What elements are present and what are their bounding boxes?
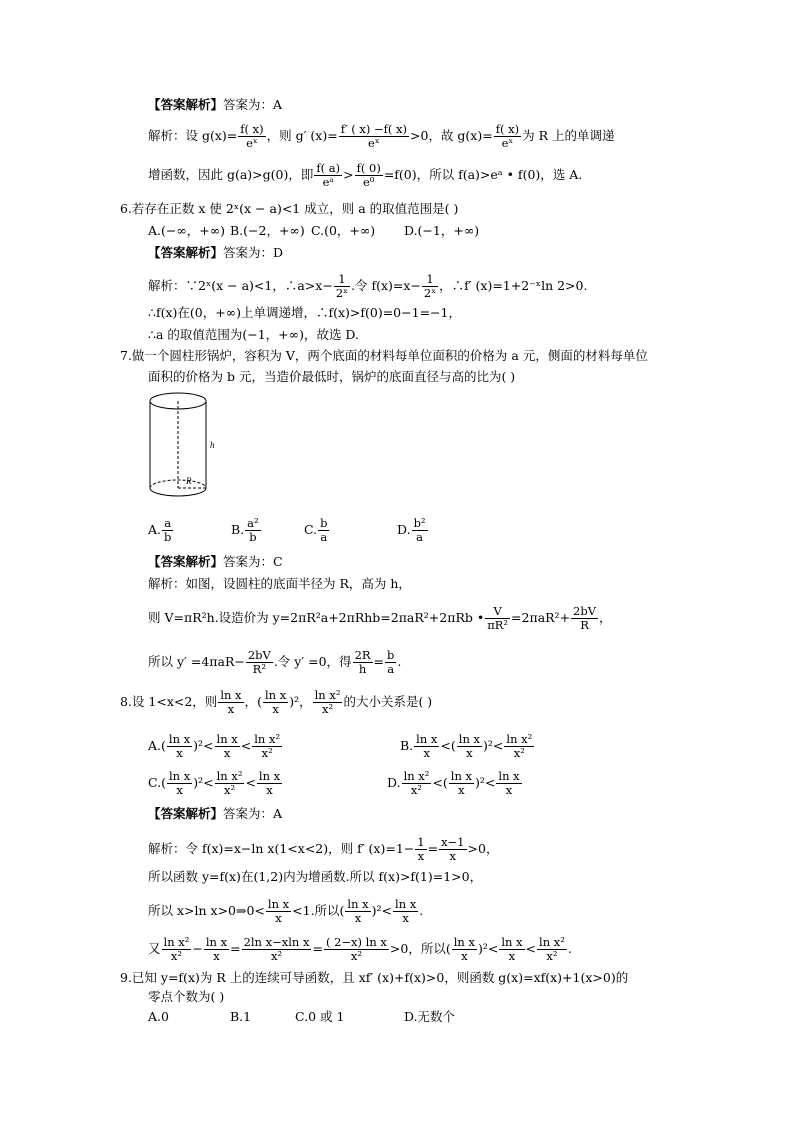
answer-text: 答案为：A: [223, 806, 283, 821]
text: (: [257, 694, 262, 709]
text: 所以 y′ =4πaR−: [148, 654, 245, 669]
answer-text: 答案为：A: [223, 97, 283, 112]
text: =: [373, 654, 385, 669]
fraction: [334, 273, 350, 300]
fraction: [571, 605, 598, 632]
text: )²<: [477, 941, 499, 956]
label-R: R: [186, 476, 192, 486]
denominator: b: [164, 530, 172, 544]
fraction: [218, 689, 243, 716]
q8-analysis-line-2: 所以函数 y=f(x)在(1,2)内为增函数.所以 f(x)>f(1)=1>0，: [148, 869, 483, 884]
q7-analysis-line-3: [148, 649, 401, 676]
denominator: x²: [410, 783, 423, 797]
q7-option-b: [231, 517, 262, 544]
denominator: x²: [261, 746, 273, 760]
text: <: [432, 775, 443, 790]
text: .令 y′ =0，得: [273, 654, 352, 669]
text: ，: [299, 694, 312, 709]
q9-stem-line-1: 9.已知 y=f(x)为 R 上的连续可导函数，且 xf′ (x)+f(x)>0，则函数 g(x)=xf(x)+1(x>0)的: [120, 970, 629, 985]
denominator: x: [423, 746, 431, 760]
numerator: f( x): [240, 122, 264, 136]
q9-stem-line-2: 零点个数为( ): [148, 989, 225, 1004]
text: 解析：令 f(x)=x−ln x(1<x<2)，则 f′ (x)=1−: [148, 841, 415, 856]
fraction: [415, 836, 426, 863]
answer-tag: 【答案解析】: [148, 554, 224, 569]
q8-analysis-line-4: [148, 936, 572, 963]
q5-analysis-line-1: [148, 123, 614, 150]
denominator: x²: [513, 746, 525, 760]
numerator: 2bV: [247, 648, 271, 662]
text: 又: [148, 941, 161, 956]
denominator: x: [176, 783, 183, 797]
denominator: 2ˣ: [423, 286, 437, 300]
q7-answer-line: [148, 554, 283, 570]
q7-stem-line-1: 7.做一个圆柱形锅炉，容积为 V，两个底面的材料每单位面积的价格为 a 元，侧面的材料每单位: [120, 348, 648, 363]
text: )²: [193, 738, 204, 753]
fraction: [238, 123, 265, 150]
text: <: [440, 738, 451, 753]
q8-analysis-line-3: [148, 898, 423, 925]
denominator: R: [580, 618, 589, 632]
numerator: ln x: [416, 732, 438, 746]
numerator: b: [387, 648, 395, 662]
fraction: [162, 936, 192, 963]
text: 解析：设 g(x)=: [148, 128, 238, 143]
fraction: [353, 649, 373, 676]
text: =: [230, 941, 241, 956]
denominator: x: [223, 746, 231, 760]
fraction: [499, 936, 524, 963]
numerator: a²: [247, 516, 259, 530]
fraction: [504, 733, 534, 760]
fraction: [263, 689, 288, 716]
denominator: eˣ: [501, 136, 514, 150]
text: 为 R 上的单调递: [522, 128, 615, 143]
numerator: 1: [417, 835, 425, 849]
numerator: a: [162, 517, 173, 531]
numerator: ln x²: [506, 732, 533, 746]
text: .: [419, 903, 424, 918]
answer-text: 答案为：D: [223, 245, 284, 260]
fraction: [314, 162, 342, 189]
denominator: x²: [546, 949, 558, 963]
text: D.: [387, 775, 401, 790]
numerator: ln x: [168, 732, 191, 746]
q7-option-d: [397, 517, 429, 544]
denominator: x²: [170, 949, 182, 963]
denominator: x: [458, 783, 465, 797]
denominator: x²: [223, 783, 236, 797]
denominator: x²: [321, 702, 334, 716]
fraction: [385, 649, 396, 676]
text: )²: [193, 775, 204, 790]
fraction: [496, 770, 521, 797]
text: >0，: [467, 841, 499, 856]
fraction: [402, 770, 432, 797]
numerator: ln x²: [403, 769, 430, 783]
fraction: [246, 649, 273, 676]
denominator: x: [508, 949, 516, 963]
numerator: ln x: [216, 732, 238, 746]
numerator: ln x: [347, 897, 369, 911]
text: <: [492, 738, 504, 753]
denominator: x: [213, 949, 220, 963]
text: .: [567, 941, 572, 956]
fraction: [215, 770, 245, 797]
text: ，则 g′ (x)=: [266, 128, 338, 143]
q8-option-a: [148, 733, 283, 760]
q8-option-c: [148, 770, 283, 797]
numerator: 1: [334, 273, 350, 287]
label-h: h: [210, 440, 215, 450]
q6-option-a: A.(−∞，+∞): [148, 223, 226, 238]
q6-option-b: B.(−2，+∞): [230, 223, 305, 238]
text: >0，所以(: [389, 941, 451, 956]
fraction: [339, 123, 409, 150]
text: 的大小关系是( ): [343, 694, 433, 709]
denominator: a: [416, 530, 423, 544]
q6-option-c: C.(0，+∞): [311, 223, 376, 238]
q6-answer-line: [148, 245, 283, 261]
numerator: ln x: [458, 732, 481, 746]
numerator: b: [320, 516, 328, 530]
denominator: h: [358, 662, 367, 676]
text: <: [245, 775, 256, 790]
text: −: [192, 941, 203, 956]
text: =f(0)，所以 f(a)>eᵃ • f(0)，选 A.: [383, 167, 583, 182]
text: (: [450, 738, 456, 753]
numerator: ( 2−x) ln x: [325, 935, 387, 949]
text: )²: [475, 775, 485, 790]
numerator: f′ ( x) −f( x): [340, 122, 408, 136]
text: =: [312, 941, 323, 956]
fraction: [414, 733, 439, 760]
text: .: [397, 654, 402, 669]
denominator: x: [402, 911, 409, 925]
q9-option-b: B.1: [230, 1009, 252, 1024]
denominator: πR²: [487, 618, 509, 632]
q7-option-a: [148, 517, 174, 544]
numerator: ln x²: [539, 935, 565, 949]
numerator: ln x: [395, 897, 417, 911]
fraction: [245, 517, 260, 544]
answer-tag: 【答案解析】: [148, 245, 224, 260]
fraction: [324, 936, 389, 963]
answer-text: 答案为：C: [223, 554, 283, 569]
q9-option-c: C.0 或 1: [295, 1009, 345, 1024]
fraction: [215, 733, 240, 760]
numerator: ln x: [220, 688, 242, 702]
q6-analysis-line-3: ∴a 的取值范围为(−1，+∞)，故选 D.: [148, 327, 359, 342]
q8-option-d: [387, 770, 523, 797]
text: <: [203, 775, 214, 790]
denominator: e⁰: [363, 175, 375, 189]
fraction: [355, 162, 383, 189]
fraction: [485, 605, 510, 632]
fraction: [318, 517, 329, 544]
fraction: [537, 936, 567, 963]
denominator: x: [275, 911, 282, 925]
numerator: ln x: [267, 897, 290, 911]
fraction: [439, 836, 466, 863]
q8-option-b: [400, 733, 535, 760]
numerator: ln x²: [216, 769, 243, 783]
numerator: V: [485, 605, 510, 619]
fraction: [345, 898, 370, 925]
q7-stem-line-2: 面积的价格为 b 元，当造价最低时，锅炉的底面直径与高的比为( ): [148, 369, 516, 384]
q8-answer-line: [148, 806, 282, 822]
numerator: ln x: [205, 935, 228, 949]
numerator: b²: [413, 516, 426, 530]
text: (: [161, 738, 166, 753]
q6-option-d: D.(−1，+∞): [404, 223, 480, 238]
numerator: f( 0): [356, 161, 381, 175]
text: )²: [483, 738, 493, 753]
numerator: 2bV: [573, 604, 597, 618]
q6-analysis-line-2: ∴f(x)在(0，+∞)上单调递增，∴f(x)>f(0)=0−1=−1，: [148, 305, 461, 320]
denominator: 2ˣ: [335, 286, 349, 300]
text: =: [427, 841, 439, 856]
denominator: eˣ: [246, 136, 258, 150]
numerator: ln x: [450, 769, 473, 783]
denominator: x: [354, 911, 362, 925]
q6-analysis-line-1: [148, 273, 587, 300]
q8-stem: [120, 689, 432, 716]
fraction: [167, 770, 192, 797]
text: C.: [304, 522, 318, 537]
denominator: x: [461, 949, 468, 963]
text: .令 f(x)=x−: [351, 278, 421, 293]
numerator: f( x): [495, 122, 520, 136]
fraction: [242, 936, 312, 963]
denominator: a: [387, 662, 395, 676]
fraction: [452, 936, 477, 963]
text: <: [240, 738, 252, 753]
fraction: [449, 770, 474, 797]
fraction: [313, 689, 343, 716]
q6-stem: 6.若存在正数 x 使 2ˣ(x − a)<1 成立，则 a 的取值范围是( ): [120, 201, 459, 216]
denominator: b: [249, 530, 257, 544]
text: <1.所以(: [292, 903, 345, 918]
fraction: [257, 770, 282, 797]
numerator: x−1: [441, 835, 465, 849]
answer-tag: 【答案解析】: [148, 806, 224, 821]
text: (: [442, 775, 448, 790]
numerator: ln x: [258, 769, 281, 783]
text: =2πaR²+: [511, 610, 571, 625]
text: 则 V=πR²h.设造价为 y=2πR²a+2πRhb=2πaR²+2πRb •: [148, 610, 485, 625]
text: B.: [400, 738, 414, 753]
denominator: R²: [252, 662, 266, 676]
text: >0，故 g(x)=: [410, 128, 493, 143]
numerator: f( a): [316, 161, 341, 175]
q5-answer-line: [148, 97, 282, 113]
text: <: [525, 941, 537, 956]
denominator: x: [466, 746, 473, 760]
q7-analysis-line-1: 解析：如图，设圆柱的底面半径为 R，高为 h，: [148, 576, 411, 591]
answer-tag: 【答案解析】: [148, 97, 224, 112]
text: )²: [289, 694, 300, 709]
numerator: ln x²: [314, 688, 341, 702]
denominator: x: [505, 783, 513, 797]
numerator: ln x²: [254, 732, 281, 746]
denominator: x²: [350, 949, 362, 963]
text: 8.设 1<x<2，则: [120, 694, 218, 709]
numerator: 2ln x−xln x: [243, 935, 310, 949]
numerator: ln x: [498, 769, 520, 783]
denominator: x: [417, 849, 425, 863]
q7-analysis-line-2: [148, 605, 612, 632]
text: A.: [148, 738, 162, 753]
q9-option-d: D.无数个: [404, 1009, 456, 1024]
text: <: [203, 738, 214, 753]
text: (: [161, 775, 166, 790]
text: 增函数，因此 g(a)>g(0)，即: [148, 167, 314, 182]
fraction: [167, 733, 192, 760]
fraction: [252, 733, 282, 760]
denominator: x: [227, 702, 235, 716]
text: D.: [397, 522, 411, 537]
numerator: 2R: [354, 648, 371, 662]
denominator: x: [266, 783, 273, 797]
q5-analysis-line-2: [148, 162, 582, 189]
q8-analysis-line-1: [148, 836, 498, 863]
fraction: [393, 898, 418, 925]
numerator: ln x: [168, 769, 191, 783]
text: )²<: [371, 903, 393, 918]
text: ，: [599, 610, 612, 625]
denominator: x: [449, 849, 457, 863]
q7-option-c: [304, 517, 330, 544]
q9-option-a: A.0: [148, 1009, 169, 1024]
text: <: [484, 775, 496, 790]
text: C.: [148, 775, 162, 790]
numerator: 1: [422, 273, 438, 287]
denominator: x: [176, 746, 183, 760]
text: ，∴f′ (x)=1+2⁻ˣln 2>0.: [439, 278, 588, 293]
fraction: [162, 517, 173, 544]
text: 所以 x>ln x>0⇒0<: [148, 903, 265, 918]
fraction: [266, 898, 291, 925]
fraction: [204, 936, 229, 963]
fraction: [494, 123, 521, 150]
numerator: ln x²: [163, 935, 190, 949]
text: 解析：∵2ˣ(x − a)<1，∴a>x−: [148, 278, 333, 293]
denominator: x: [272, 702, 279, 716]
cylinder-bottom-front: [150, 488, 206, 496]
numerator: ln x: [264, 688, 287, 702]
text: A.: [148, 522, 162, 537]
text: ，: [244, 694, 258, 709]
denominator: eᵃ: [322, 175, 334, 189]
text: B.: [231, 522, 245, 537]
denominator: a: [320, 530, 328, 544]
denominator: x²: [270, 949, 283, 963]
numerator: ln x: [453, 935, 475, 949]
denominator: eˣ: [368, 136, 380, 150]
fraction: [412, 517, 428, 544]
cylinder-figure: [148, 392, 228, 508]
text: >: [343, 167, 354, 182]
numerator: ln x: [501, 935, 523, 949]
fraction: [422, 273, 438, 300]
fraction: [457, 733, 482, 760]
